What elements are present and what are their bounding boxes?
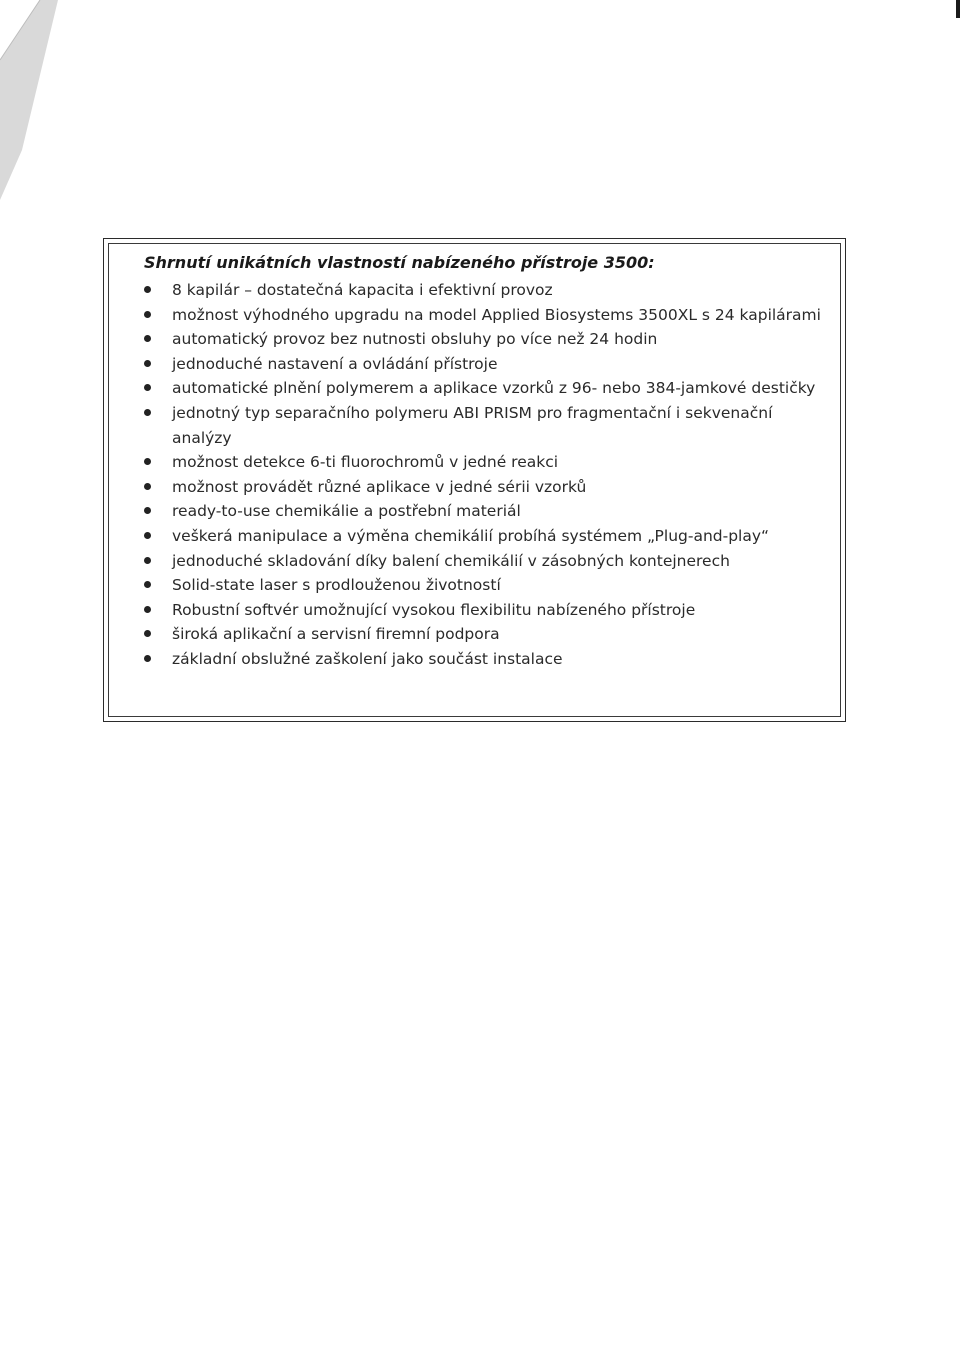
- bullet-icon: [144, 458, 151, 465]
- feature-text: jednoduché nastavení a ovládání přístroje: [172, 354, 498, 373]
- feature-text: Solid-state laser s prodlouženou životností: [172, 576, 501, 595]
- feature-text: automatické plnění polymerem a aplikace vzorků z 96- nebo 384-jamkové destičky: [172, 379, 816, 398]
- scan-page-edge: [0, 0, 110, 260]
- feature-item: [144, 401, 824, 450]
- bullet-icon: [144, 483, 151, 490]
- feature-text: jednotný typ separačního polymeru ABI PRISM pro fragmentační i sekvenační analýzy: [172, 403, 773, 447]
- feature-item: [144, 499, 824, 524]
- bullet-icon: [144, 630, 151, 637]
- bullet-icon: [144, 655, 151, 662]
- feature-item: [144, 376, 824, 401]
- feature-text: základní obslužné zaškolení jako součást instalace: [172, 649, 563, 668]
- summary-box: [103, 238, 846, 722]
- feature-text: veškerá manipulace a výměna chemikálií probíhá systémem „Plug-and-play“: [172, 526, 770, 545]
- feature-item: [144, 278, 824, 303]
- feature-item: [144, 475, 824, 500]
- feature-item: [144, 303, 824, 328]
- feature-text: možnost výhodného upgradu na model Applied Biosystems 3500XL s 24 kapilárami: [172, 305, 821, 324]
- bullet-icon: [144, 311, 151, 318]
- feature-item: [144, 327, 824, 352]
- feature-item: [144, 598, 824, 623]
- feature-item: [144, 647, 824, 672]
- feature-text: široká aplikační a servisní firemní podpora: [172, 625, 500, 644]
- bullet-icon: [144, 409, 151, 416]
- feature-text: jednoduché skladování díky balení chemikálií v zásobných kontejnerech: [172, 551, 730, 570]
- summary-content: [144, 251, 824, 672]
- feature-list: [144, 278, 824, 672]
- feature-item: [144, 622, 824, 647]
- bullet-icon: [144, 335, 151, 342]
- bullet-icon: [144, 507, 151, 514]
- feature-item: [144, 352, 824, 377]
- feature-text: ready-to-use chemikálie a postřební materiál: [172, 502, 521, 521]
- feature-text: 8 kapilár – dostatečná kapacita i efektivní provoz: [172, 281, 553, 299]
- bullet-icon: [144, 532, 151, 539]
- bullet-icon: [144, 384, 151, 391]
- feature-text: možnost detekce 6-ti fluorochromů v jedné reakci: [172, 453, 559, 472]
- feature-item: [144, 573, 824, 598]
- bullet-icon: [144, 557, 151, 564]
- feature-text: možnost provádět různé aplikace v jedné sérii vzorků: [172, 477, 587, 496]
- bullet-icon: [144, 606, 151, 613]
- summary-title: Shrnutí unikátních vlastností nabízeného přístroje 3500:: [144, 253, 655, 272]
- feature-item: [144, 450, 824, 475]
- feature-text: automatický provoz bez nutnosti obsluhy po více než 24 hodin: [172, 330, 658, 349]
- feature-item: [144, 524, 824, 549]
- bullet-icon: [144, 360, 151, 367]
- feature-item: [144, 549, 824, 574]
- feature-text: Robustní softvér umožnující vysokou flexibilitu nabízeného přístroje: [172, 600, 696, 619]
- bullet-icon: [144, 581, 151, 588]
- scan-corner-mark: [956, 0, 960, 18]
- bullet-icon: [144, 286, 151, 293]
